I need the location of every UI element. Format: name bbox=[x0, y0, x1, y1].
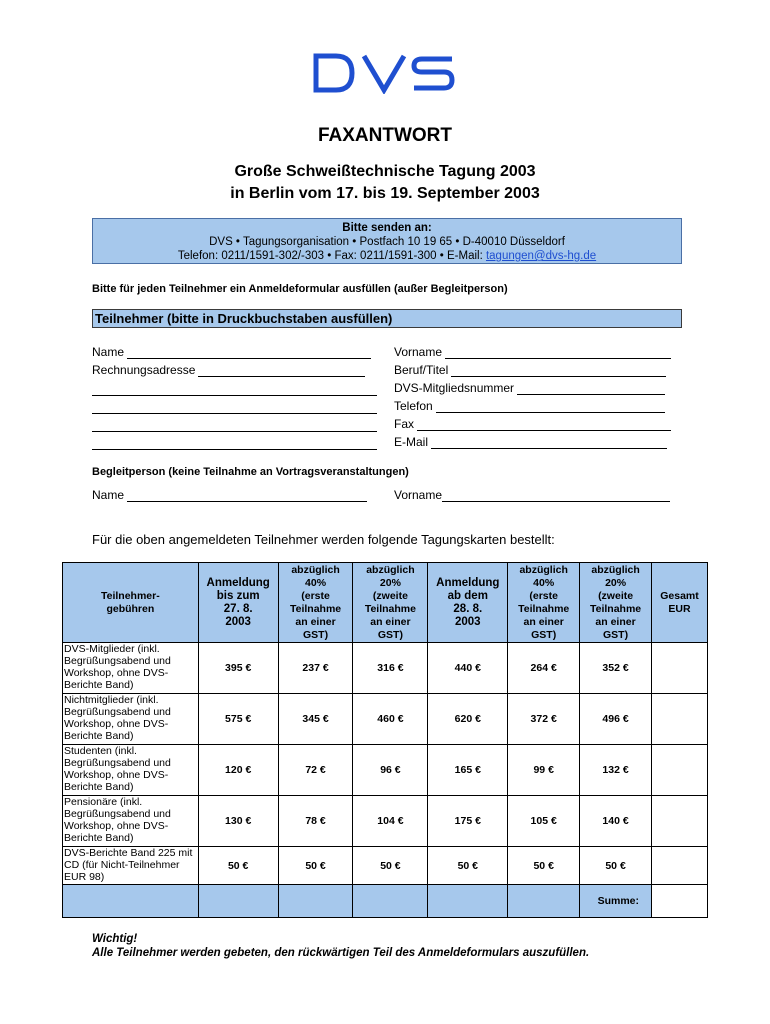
price-cell: 120 € bbox=[198, 745, 278, 796]
fax-field[interactable] bbox=[394, 417, 671, 432]
address-line-4[interactable] bbox=[92, 431, 377, 432]
price-cell: 316 € bbox=[353, 643, 428, 694]
vorname-label: Vorname bbox=[394, 345, 443, 359]
companion-vorname-field[interactable] bbox=[394, 488, 670, 503]
address-line[interactable] bbox=[198, 365, 365, 377]
fees-table bbox=[62, 562, 708, 918]
beruf-field[interactable] bbox=[394, 363, 666, 378]
fax-line[interactable] bbox=[417, 419, 671, 431]
price-cell: 99 € bbox=[508, 745, 580, 796]
sum-row bbox=[63, 885, 708, 918]
price-cell: 78 € bbox=[278, 796, 353, 847]
dvs-number-line[interactable] bbox=[517, 383, 665, 395]
important-text: Alle Teilnehmer werden gebeten, den rückwärtigen Teil des Anmeldeformulars auszufüllen. bbox=[92, 947, 590, 959]
companion-heading: Begleitperson (keine Teilnahme an Vortragsveranstaltungen) bbox=[92, 466, 409, 478]
companion-name-field[interactable] bbox=[92, 488, 367, 503]
sum-blank-cell bbox=[428, 885, 508, 918]
send-to-box bbox=[92, 218, 682, 264]
address-line-5[interactable] bbox=[92, 449, 377, 450]
price-cell: 50 € bbox=[508, 847, 580, 885]
price-cell: 72 € bbox=[278, 745, 353, 796]
row-label: Nichtmitglieder (inkl. Begrüßungsabend und Workshop, ohne DVS-Berichte Band) bbox=[63, 694, 199, 745]
total-cell[interactable] bbox=[652, 745, 708, 796]
price-cell: 345 € bbox=[278, 694, 353, 745]
address-field[interactable] bbox=[92, 363, 365, 378]
total-cell[interactable] bbox=[652, 694, 708, 745]
header-cell: Anmeldung ab dem 28. 8. 2003 bbox=[428, 563, 508, 643]
price-cell: 620 € bbox=[428, 694, 508, 745]
price-cell: 264 € bbox=[508, 643, 580, 694]
page-title: FAXANTWORT bbox=[317, 125, 453, 146]
vorname-line[interactable] bbox=[445, 347, 671, 359]
important-heading: Wichtig! bbox=[92, 933, 138, 945]
form-note: Bitte für jeden Teilnehmer ein Anmeldeformular ausfüllen (außer Begleitperson) bbox=[92, 283, 508, 295]
send-address: DVS • Tagungsorganisation • Postfach 10 19 65 • D-40010 Düsseldorf bbox=[209, 236, 565, 248]
header-cell: Teilnehmer- gebühren bbox=[63, 563, 199, 643]
name-line[interactable] bbox=[127, 347, 371, 359]
price-cell: 50 € bbox=[580, 847, 652, 885]
fax-label: Fax bbox=[394, 417, 415, 431]
companion-vorname-label: Vorname bbox=[394, 488, 443, 502]
event-title: Große Schweißtechnische Tagung 2003 bbox=[234, 163, 536, 180]
price-cell: 130 € bbox=[198, 796, 278, 847]
price-cell: 50 € bbox=[278, 847, 353, 885]
price-cell: 50 € bbox=[353, 847, 428, 885]
sum-label: Summe: bbox=[580, 885, 652, 918]
price-cell: 104 € bbox=[353, 796, 428, 847]
price-cell: 372 € bbox=[508, 694, 580, 745]
table-row bbox=[63, 847, 708, 885]
event-date: in Berlin vom 17. bis 19. September 2003 bbox=[230, 185, 540, 202]
price-cell: 50 € bbox=[428, 847, 508, 885]
price-cell: 96 € bbox=[353, 745, 428, 796]
header-cell: Gesamt EUR bbox=[652, 563, 708, 643]
name-field[interactable] bbox=[92, 345, 371, 360]
price-cell: 496 € bbox=[580, 694, 652, 745]
total-cell[interactable] bbox=[652, 796, 708, 847]
companion-name-line[interactable] bbox=[127, 490, 367, 502]
sum-blank-cell bbox=[63, 885, 199, 918]
send-contact-text: Telefon: 0211/1591-302/-303 • Fax: 0211/1591-300 • E-Mail: bbox=[177, 250, 486, 262]
vorname-field[interactable] bbox=[394, 345, 671, 360]
price-cell: 175 € bbox=[428, 796, 508, 847]
price-cell: 105 € bbox=[508, 796, 580, 847]
telefon-label: Telefon bbox=[394, 399, 433, 413]
price-cell: 440 € bbox=[428, 643, 508, 694]
email-field[interactable] bbox=[394, 435, 667, 450]
table-row bbox=[63, 796, 708, 847]
beruf-label: Beruf/Titel bbox=[394, 363, 449, 377]
sum-blank-cell bbox=[278, 885, 353, 918]
header-cell: abzüglich 40% (erste Teilnahme an einer GST) bbox=[508, 563, 580, 643]
price-cell: 460 € bbox=[353, 694, 428, 745]
price-cell: 575 € bbox=[198, 694, 278, 745]
email-label: E-Mail bbox=[394, 435, 429, 449]
header-cell: Anmeldung bis zum 27. 8. 2003 bbox=[198, 563, 278, 643]
price-cell: 165 € bbox=[428, 745, 508, 796]
ordered-text: Für die oben angemeldeten Teilnehmer werden folgende Tagungskarten bestellt: bbox=[92, 532, 555, 547]
total-cell[interactable] bbox=[652, 643, 708, 694]
email-line[interactable] bbox=[431, 437, 667, 449]
sum-blank-cell bbox=[353, 885, 428, 918]
price-cell: 140 € bbox=[580, 796, 652, 847]
dvs-number-label: DVS-Mitgliedsnummer bbox=[394, 381, 515, 395]
telefon-line[interactable] bbox=[436, 401, 665, 413]
telefon-field[interactable] bbox=[394, 399, 665, 414]
header-cell: abzüglich 20% (zweite Teilnahme an einer GST) bbox=[580, 563, 652, 643]
beruf-line[interactable] bbox=[451, 365, 666, 377]
companion-name-label: Name bbox=[92, 488, 125, 502]
header-cell: abzüglich 20% (zweite Teilnahme an einer GST) bbox=[353, 563, 428, 643]
price-cell: 50 € bbox=[198, 847, 278, 885]
address-line-3[interactable] bbox=[92, 413, 377, 414]
price-cell: 352 € bbox=[580, 643, 652, 694]
companion-vorname-line[interactable] bbox=[442, 490, 670, 502]
row-label: Pensionäre (inkl. Begrüßungsabend und Workshop, ohne DVS-Berichte Band) bbox=[63, 796, 199, 847]
name-label: Name bbox=[92, 345, 125, 359]
table-row bbox=[63, 745, 708, 796]
price-cell: 132 € bbox=[580, 745, 652, 796]
price-cell: 395 € bbox=[198, 643, 278, 694]
table-header-row bbox=[63, 563, 708, 643]
address-line-2[interactable] bbox=[92, 395, 377, 396]
sum-total-cell[interactable] bbox=[652, 885, 708, 918]
table-row bbox=[63, 643, 708, 694]
sum-blank-cell bbox=[198, 885, 278, 918]
important-note bbox=[92, 932, 589, 960]
row-label: DVS-Mitglieder (inkl. Begrüßungsabend und Workshop, ohne DVS-Berichte Band) bbox=[63, 643, 199, 694]
address-label: Rechnungsadresse bbox=[92, 363, 196, 377]
send-contact bbox=[93, 249, 681, 263]
row-label: Studenten (inkl. Begrüßungsabend und Workshop, ohne DVS-Berichte Band) bbox=[63, 745, 199, 796]
row-label: DVS-Berichte Band 225 mit CD (für Nicht-Teilnehmer EUR 98) bbox=[63, 847, 199, 885]
email-link[interactable]: tagungen@dvs-hg.de bbox=[485, 250, 597, 262]
header-cell: abzüglich 40% (erste Teilnahme an einer GST) bbox=[278, 563, 353, 643]
dvs-logo bbox=[312, 52, 458, 94]
participant-section-header: Teilnehmer (bitte in Druckbuchstaben ausfüllen) bbox=[92, 309, 682, 328]
send-heading: Bitte senden an: bbox=[342, 222, 432, 234]
dvs-number-field[interactable] bbox=[394, 381, 665, 396]
total-cell[interactable] bbox=[652, 847, 708, 885]
price-cell: 237 € bbox=[278, 643, 353, 694]
sum-blank-cell bbox=[508, 885, 580, 918]
table-row bbox=[63, 694, 708, 745]
